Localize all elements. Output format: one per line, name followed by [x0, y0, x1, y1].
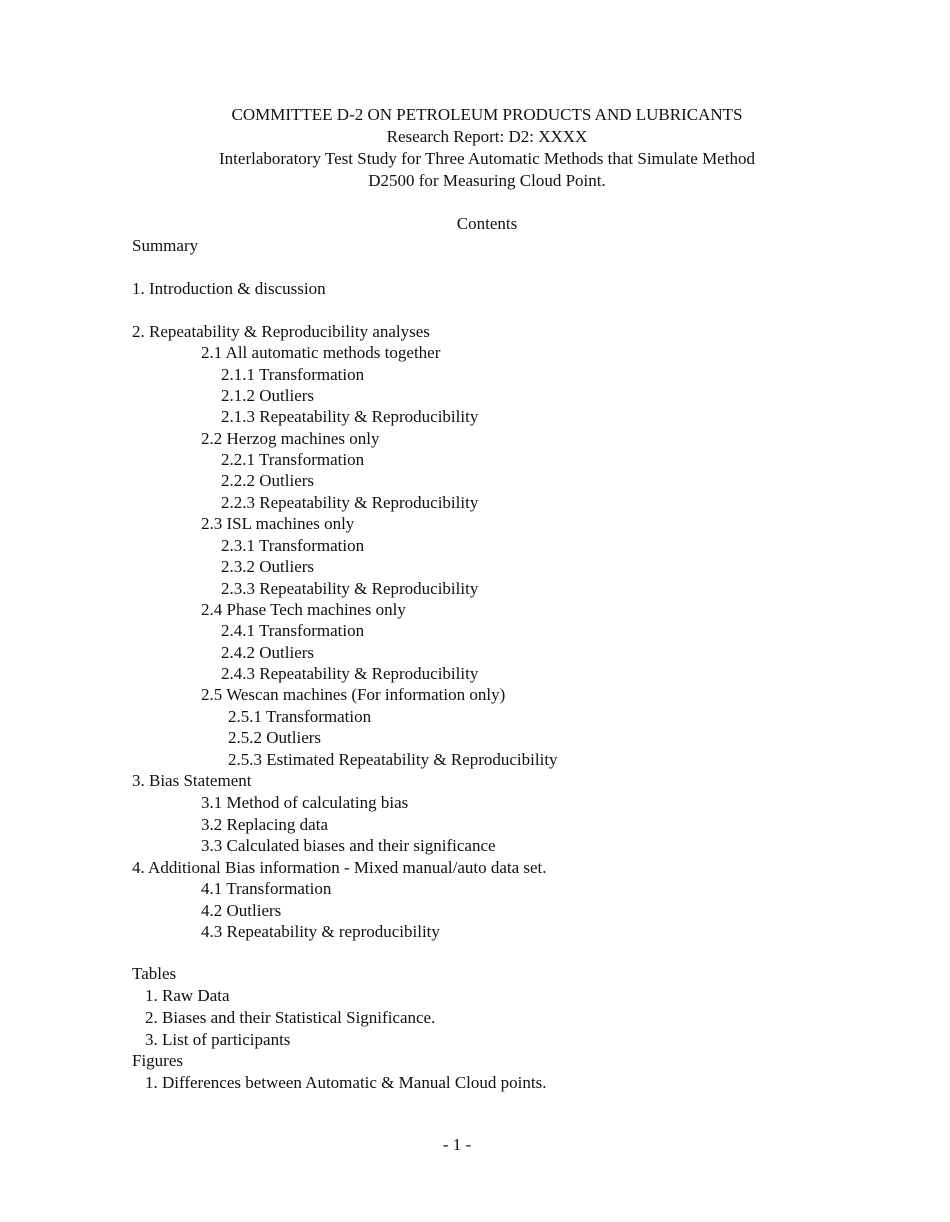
toc-figure-1: 1. Differences between Automatic & Manual Cloud points. [145, 1073, 547, 1092]
toc-section-2-1-3: 2.1.3 Repeatability & Reproducibility [221, 407, 479, 426]
toc-section-4: 4. Additional Bias information - Mixed manual/auto data set. [132, 858, 547, 877]
toc-section-2-4: 2.4 Phase Tech machines only [201, 600, 406, 619]
contents-heading: Contents [456, 214, 518, 233]
page-number: - 1 - [442, 1135, 472, 1154]
toc-section-3-2: 3.2 Replacing data [201, 815, 328, 834]
toc-summary: Summary [132, 236, 199, 255]
toc-tables-heading: Tables [132, 964, 177, 983]
toc-section-2-3-3: 2.3.3 Repeatability & Reproducibility [221, 579, 479, 598]
report-number: Research Report: D2: XXXX [386, 127, 588, 146]
toc-table-1: 1. Raw Data [145, 986, 230, 1005]
toc-section-2-3: 2.3 ISL machines only [201, 514, 355, 533]
toc-section-2-5-3: 2.5.3 Estimated Repeatability & Reproducibility [228, 750, 558, 769]
toc-section-2-1-2: 2.1.2 Outliers [221, 386, 315, 405]
toc-section-2-5-1: 2.5.1 Transformation [228, 707, 372, 726]
report-title-line2: D2500 for Measuring Cloud Point. [368, 171, 606, 190]
toc-section-2-4-3: 2.4.3 Repeatability & Reproducibility [221, 664, 479, 683]
toc-section-4-3: 4.3 Repeatability & reproducibility [201, 922, 440, 941]
toc-section-2-4-2: 2.4.2 Outliers [221, 643, 315, 662]
toc-section-2-1: 2.1 All automatic methods together [201, 343, 441, 362]
report-header [0, 104, 950, 192]
toc-section-1: 1. Introduction & discussion [132, 279, 326, 298]
toc-table-3: 3. List of participants [145, 1030, 291, 1049]
toc-section-4-2: 4.2 Outliers [201, 901, 282, 920]
toc-section-4-1: 4.1 Transformation [201, 879, 332, 898]
toc-table-2: 2. Biases and their Statistical Significance. [145, 1008, 436, 1027]
toc-figures-heading: Figures [132, 1051, 183, 1070]
toc-section-2: 2. Repeatability & Reproducibility analyses [132, 322, 430, 341]
toc-section-2-2: 2.2 Herzog machines only [201, 429, 380, 448]
toc-section-2-5-2: 2.5.2 Outliers [228, 728, 322, 747]
toc-section-2-5: 2.5 Wescan machines (For information only) [201, 685, 506, 704]
committee-title: COMMITTEE D-2 ON PETROLEUM PRODUCTS AND LUBRICANTS [231, 105, 743, 124]
toc-section-2-2-3: 2.2.3 Repeatability & Reproducibility [221, 493, 479, 512]
report-title-line1: Interlaboratory Test Study for Three Automatic Methods that Simulate Method [219, 149, 755, 168]
toc-section-2-2-2: 2.2.2 Outliers [221, 471, 315, 490]
toc-section-3-1: 3.1 Method of calculating bias [201, 793, 409, 812]
toc-section-2-1-1: 2.1.1 Transformation [221, 365, 365, 384]
toc-section-2-2-1: 2.2.1 Transformation [221, 450, 365, 469]
toc-section-3-3: 3.3 Calculated biases and their significance [201, 836, 496, 855]
toc-section-2-3-2: 2.3.2 Outliers [221, 557, 315, 576]
toc-section-2-4-1: 2.4.1 Transformation [221, 621, 365, 640]
toc-section-3: 3. Bias Statement [132, 771, 252, 790]
toc-section-2-3-1: 2.3.1 Transformation [221, 536, 365, 555]
